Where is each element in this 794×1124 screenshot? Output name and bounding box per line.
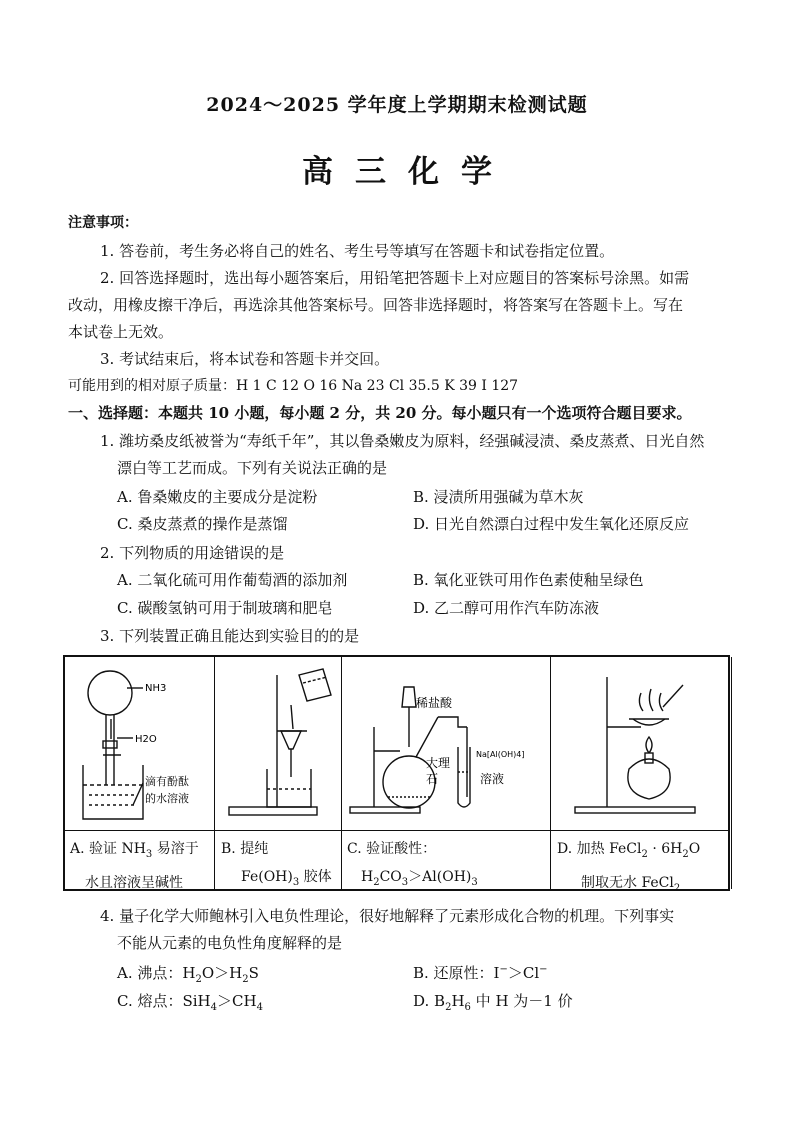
filtration-apparatus-figure [215,657,342,830]
notice-item-1: 1. 答卷前，考生务必将自己的姓名、考生号等填写在答题卡和试卷指定位置。 [100,242,615,260]
q2-stem: 2. 下列物质的用途错误的是 [100,544,285,562]
notice-item-2-line-3: 本试卷上无效。 [68,323,174,341]
q1-stem-line-1: 1. 潍坊桑皮纸被誉为“寿纸千年”，其以鲁桑嫩皮为原料，经强碱浸渍、桑皮蒸煮、日光自然 [100,432,705,450]
label-phenolphthalein-1: 滴有酚酞 [145,775,189,788]
label-marble-2: 石 [426,772,439,786]
atomic-masses: 可能用到的相对原子质量：H 1 C 12 O 16 Na 23 Cl 35.5 K 39 I 127 [68,378,519,394]
caption-b: B. 提纯 $Fe(OH)_3$ 胶体 [221,841,332,888]
label-sodium-aluminate: Na[Al(OH)4] [476,750,525,759]
q4-option-a: A. 沸点：$H_2O>H_2S$ [117,964,259,985]
fountain-apparatus-figure [65,657,215,830]
label-nh3: NH3 [145,683,167,694]
q1-stem-line-2: 漂白等工艺而成。下列有关说法正确的是 [117,459,388,477]
evaporation-apparatus-figure [551,657,732,830]
q1-option-a: A. 鲁桑嫩皮的主要成分是淀粉 [117,488,318,506]
apparatus-table [63,655,730,894]
acidity-apparatus-figure [342,657,551,830]
q1-option-b: B. 浸渍所用强碱为草木灰 [413,488,584,506]
q3-stem: 3. 下列装置正确且能达到实验目的的是 [100,627,360,645]
q1-option-c: C. 桑皮蒸煮的操作是蒸馏 [117,515,288,533]
label-solution: 溶液 [480,772,505,786]
exam-title: 2024～2025 学年度上学期期末检测试题 [206,94,588,116]
q1-option-d: D. 日光自然漂白过程中发生氧化还原反应 [413,515,690,533]
label-water: H2O [135,734,157,745]
notice-item-2-line-2: 改动，用橡皮擦干净后，再选涂其他答案标号。回答非选择题时，将答案写在答题卡上。写在 [68,296,684,314]
caption-divider [65,830,728,831]
notice-item-3: 3. 考试结束后，将本试卷和答题卡并交回。 [100,350,390,368]
q2-option-d: D. 乙二醇可用作汽车防冻液 [413,599,600,617]
q4-option-d: D. $B_2H_6$ 中 H 为－1 价 [413,992,573,1013]
q4-stem-line-1: 4. 量子化学大师鲍林引入电负性理论，很好地解释了元素形成化合物的机理。下列事实 [100,907,675,925]
notice-heading: 注意事项： [68,215,138,231]
q2-option-a: A. 二氧化硫可用作葡萄酒的添加剂 [117,571,348,589]
caption-d: D. 加热 FeCl$_2$ · $6H_2O$ 制取无水 FeCl$_2$ [557,841,701,894]
subject-title: 高三化学 [302,154,514,190]
q4-stem-line-2: 不能从元素的电负性角度解释的是 [117,934,343,952]
label-phenolphthalein-2: 的水溶液 [145,792,189,805]
caption-c: C. 验证酸性： $H_2CO_3>Al(OH)_3$ [347,841,478,888]
section-1-heading: 一、选择题：本题共 10 小题，每小题 2 分，共 20 分。每小题只有一个选项符合题目要求。 [68,404,692,422]
q2-option-b: B. 氧化亚铁可用作色素使釉呈绿色 [413,571,644,589]
q2-option-c: C. 碳酸氢钠可用于制玻璃和肥皂 [117,599,333,617]
label-marble-1: 大理 [426,756,451,770]
notice-item-2-line-1: 2. 回答选择题时，选出每小题答案后，用铅笔把答题卡上对应题目的答案标号涂黑。如需 [100,269,690,287]
q4-option-c: C. 熔点：$SiH_4>CH_4$ [117,992,263,1013]
caption-a: A. 验证 $NH_3$ 易溶于 水且溶液呈碱性 [70,841,199,891]
q4-option-b: B. 还原性：I−＞Cl− [413,964,548,982]
label-dilute-hcl: 稀盐酸 [416,696,453,710]
